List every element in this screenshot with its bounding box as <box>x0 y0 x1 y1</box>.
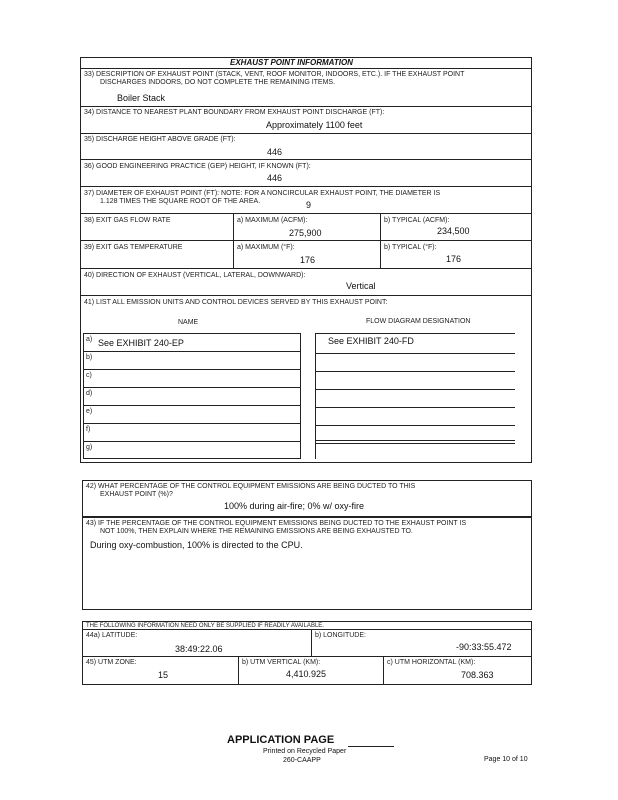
q41-row-letter: e) <box>86 408 93 415</box>
form-number: 260-CAAPP <box>283 757 321 764</box>
q41-row-letter: g) <box>86 444 93 451</box>
q41-row-letter: c) <box>86 372 92 379</box>
q38-label: 38) EXIT GAS FLOW RATE <box>84 217 171 224</box>
q41-row-name[interactable]: See EXHIBIT 240-EP <box>98 338 184 348</box>
q40-value[interactable]: Vertical <box>346 281 376 291</box>
q33-value[interactable]: Boiler Stack <box>117 93 166 103</box>
utm-zone-value[interactable]: 15 <box>158 670 169 680</box>
latitude-value[interactable]: 38:49:22.06 <box>175 644 223 654</box>
q41-col-flow: FLOW DIAGRAM DESIGNATION <box>366 318 471 325</box>
q43-label: 43) IF THE PERCENTAGE OF THE CONTROL EQUIPMENT EMISSIONS BEING DUCTED TO THE EXHAUST POINT IS <box>86 520 467 527</box>
q35-label: 35) DISCHARGE HEIGHT ABOVE GRADE (FT): <box>84 136 236 143</box>
q41-row-letter: d) <box>86 390 93 397</box>
q38-max-value[interactable]: 275,900 <box>289 228 322 238</box>
q42-value[interactable]: 100% during air-fire; 0% w/ oxy-fire <box>224 501 365 511</box>
q39-typical-label: b) TYPICAL (°F): <box>384 244 437 251</box>
q41-row-letter: b) <box>86 354 93 361</box>
q42-label: 42) WHAT PERCENTAGE OF THE CONTROL EQUIPMENT EMISSIONS ARE BEING DUCTED TO THIS <box>86 483 416 490</box>
q41-row-letter: f) <box>86 426 91 433</box>
q42-label-line2: EXHAUST POINT (%)? <box>100 491 173 498</box>
q39-max-label: a) MAXIMUM (°F): <box>237 244 295 251</box>
q33-label-line2: DISCHARGES INDOORS, DO NOT COMPLETE THE REMAINING ITEMS. <box>100 79 336 86</box>
q41-row-letter: a) <box>86 336 93 343</box>
q39-max-value[interactable]: 176 <box>300 255 316 265</box>
q34-label: 34) DISTANCE TO NEAREST PLANT BOUNDARY FROM EXHAUST POINT DISCHARGE (FT): <box>84 109 385 116</box>
utm-vertical-label: b) UTM VERTICAL (KM): <box>242 659 321 666</box>
q34-value[interactable]: Approximately 1100 feet <box>266 120 363 130</box>
q37-label-line2: 1.128 TIMES THE SQUARE ROOT OF THE AREA. <box>100 198 261 205</box>
application-page-title: APPLICATION PAGE <box>227 734 335 746</box>
q43-label-line2: NOT 100%, THEN EXPLAIN WHERE THE REMAINING EMISSIONS ARE BEING EXHAUSTED TO. <box>100 528 413 535</box>
longitude-label: b) LONGITUDE: <box>315 632 366 639</box>
latitude-label: 44a) LATITUDE: <box>86 632 138 639</box>
q39-label: 39) EXIT GAS TEMPERATURE <box>84 244 183 251</box>
q36-value[interactable]: 446 <box>267 173 283 183</box>
application-page-line <box>348 746 394 747</box>
q41-col-name: NAME <box>178 319 199 326</box>
q38-max-label: a) MAXIMUM (ACFM): <box>237 217 308 224</box>
utm-horizontal-label: c) UTM HORIZONTAL (KM): <box>387 659 476 666</box>
longitude-value[interactable]: -90:33:55.472 <box>456 642 512 652</box>
q37-value[interactable]: 9 <box>306 200 312 210</box>
q35-value[interactable]: 446 <box>267 147 283 157</box>
q36-label: 36) GOOD ENGINEERING PRACTICE (GEP) HEIGHT, IF KNOWN (FT): <box>84 163 311 170</box>
utm-horizontal-value[interactable]: 708.363 <box>461 670 494 680</box>
q40-label: 40) DIRECTION OF EXHAUST (VERTICAL, LATERAL, DOWNWARD): <box>84 272 306 279</box>
utm-zone-label: 45) UTM ZONE: <box>86 659 137 666</box>
q41-label: 41) LIST ALL EMISSION UNITS AND CONTROL DEVICES SERVED BY THIS EXHAUST POINT: <box>84 299 388 306</box>
recycled-paper-note: Printed on Recycled Paper <box>263 748 347 755</box>
q41-row-flow[interactable]: See EXHIBIT 240-FD <box>328 336 414 346</box>
utm-vertical-value[interactable]: 4,410.925 <box>286 669 327 679</box>
q33-label: 33) DESCRIPTION OF EXHAUST POINT (STACK, VENT, ROOF MONITOR, INDOORS, ETC.). IF THE EXHAUST POINT <box>84 71 465 78</box>
page-number: Page 10 of 10 <box>484 756 528 763</box>
section-title: EXHAUST POINT INFORMATION <box>230 58 353 67</box>
q38-typical-value[interactable]: 234,500 <box>437 226 470 236</box>
q38-typical-label: b) TYPICAL (ACFM): <box>384 217 450 224</box>
q37-label: 37) DIAMETER OF EXHAUST POINT (FT): NOTE: FOR A NONCIRCULAR EXHAUST POINT, THE DIAMETER IS <box>84 190 441 197</box>
location-note: THE FOLLOWING INFORMATION NEED ONLY BE SUPPLIED IF READILY AVAILABLE. <box>86 623 324 629</box>
q39-typical-value[interactable]: 176 <box>446 254 462 264</box>
q43-value[interactable]: During oxy-combustion, 100% is directed to the CPU. <box>90 540 303 550</box>
